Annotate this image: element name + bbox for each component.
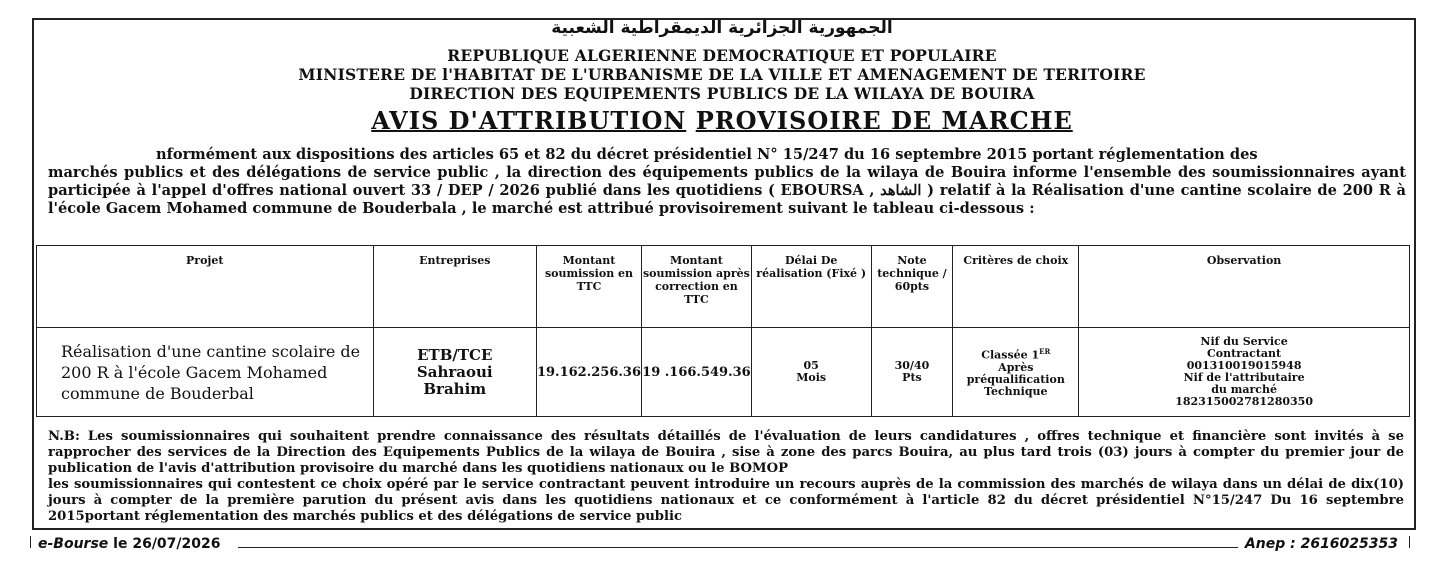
delai-value: 05 [803, 359, 819, 372]
col-observation: Observation [1079, 246, 1410, 328]
cell-observation [1079, 328, 1410, 417]
critere-line-1 [953, 346, 1078, 362]
footer-anep: Anep : 2616025353 [1244, 536, 1398, 552]
delai-unit: Mois [796, 371, 827, 384]
col-delai: Délai De réalisation (Fixé ) [751, 246, 871, 328]
note-unit: Pts [902, 371, 922, 384]
obs-line-1: Nif du Service [1200, 335, 1288, 348]
cell-projet: Réalisation d'une cantine scolaire de 200 R à l'école Gacem Mohamed commune de Bouderbal [37, 328, 374, 417]
cell-criteres [953, 328, 1079, 417]
critere-sup: ER [1039, 347, 1051, 357]
cell-montant-soumission: 19.162.256.36 [536, 328, 641, 417]
republic-header: REPUBLIQUE ALGERIENNE DEMOCRATIQUE ET POPULAIRE [447, 46, 997, 65]
col-criteres: Critères de choix [953, 246, 1079, 328]
note-value: 30/40 [894, 359, 930, 372]
footer-corner-left [30, 536, 31, 548]
entreprise-line-3: Brahim [423, 379, 487, 398]
attribution-table [36, 245, 1410, 417]
cell-delai [751, 328, 871, 417]
critere-rank: Classée 1 [981, 348, 1040, 362]
obs-line-6: 182315002781280350 [1175, 395, 1313, 408]
entreprise-line-2: Sahraoui [416, 362, 493, 381]
col-entreprises: Entreprises [373, 246, 536, 328]
footer-corner-right [1409, 536, 1410, 548]
obs-line-4: Nif de l'attributaire [1183, 371, 1305, 384]
cell-entreprise [373, 328, 536, 417]
nb-part-1: N.B: Les soumissionnaires qui souhaitent prendre connaissance des résultats détaillés de l'évaluation de leurs candidatures , offres technique et financière sont invités à se rapprocher des services de la Direction des Equipements Publics de la wilaya de Bouira , sise à zone des parcs Bouira, au plus tard trois (03) jours à compter du premier jour de publication de l'avis d'attribution provisoire du marché dans les quotidiens nationaux ou le BOMOP [48, 429, 1404, 476]
entreprise-line-1: ETB/TCE [417, 345, 493, 364]
table-header-row [37, 246, 1410, 328]
title-part1: AVIS D'ATTRIBUTION [371, 106, 687, 135]
obs-line-5: du marché [1211, 383, 1277, 396]
footer-date: le 26/07/2026 [108, 536, 221, 552]
critere-line-3: préqualification [966, 372, 1065, 386]
title-part2: PROVISOIRE DE MARCHE [695, 106, 1073, 135]
critere-line-2: Après [998, 360, 1034, 374]
footer-rule [238, 547, 1238, 548]
col-montant-apres: Montant soumission après correction en TTC [642, 246, 752, 328]
notice-title [0, 106, 1444, 135]
critere-line-4: Technique [984, 384, 1048, 398]
cell-note [871, 328, 953, 417]
direction-header: DIRECTION DES EQUIPEMENTS PUBLICS DE LA WILAYA DE BOUIRA [409, 84, 1035, 103]
ministry-header: MINISTERE DE l'HABITAT DE L'URBANISME DE LA VILLE ET AMENAGEMENT DE TERITOIRE [298, 65, 1146, 84]
col-note: Note technique / 60pts [871, 246, 953, 328]
footer-source [38, 536, 221, 552]
footer-brand: e-Bourse [38, 536, 109, 552]
arabic-header: الجمهورية الجزائرية الديمقراطية الشعبية [551, 18, 893, 38]
intro-rest: marchés publics et des délégations de service public , la direction des équipements publics de la wilaya de Bouira informe l'ensemble des soumissionnaires ayant participée à l'appel d'offres national ouvert 33 / DEP / 2026 publié dans les quotidiens ( EBOURSA , الشاهد ) relatif à la Réalisation d'une cantine scolaire de 200 R à l'école Gacem Mohamed commune de Bouderbala , le marché est attribué provisoirement suivant le tableau ci-dessous : [48, 164, 1406, 217]
table-row [37, 328, 1410, 417]
intro-paragraph [48, 146, 1406, 218]
nb-paragraph [48, 429, 1404, 525]
col-montant-soumission: Montant soumission en TTC [536, 246, 641, 328]
intro-first-line: nformément aux dispositions des articles 65 et 82 du décret présidentiel N° 15/247 du 16 septembre 2015 portant réglementation des [156, 146, 1258, 163]
obs-line-3: 001310019015948 [1186, 359, 1302, 372]
obs-line-2: Contractant [1207, 347, 1282, 360]
col-projet: Projet [37, 246, 374, 328]
nb-part-2: les soumissionnaires qui contestent ce choix opéré par le service contractant peuvent introduire un recours auprès de la commission des marchés de wilaya dans un délai de dix(10) jours à compter de la première parution du présent avis dans les quotidiens nationaux et ce conformément à l'article 82 du décret présidentiel N°15/247 Du 16 septembre 2015portant réglementation des marchés publics et des délégations de service public [48, 477, 1404, 524]
cell-montant-apres: 19 .166.549.36 [642, 328, 752, 417]
